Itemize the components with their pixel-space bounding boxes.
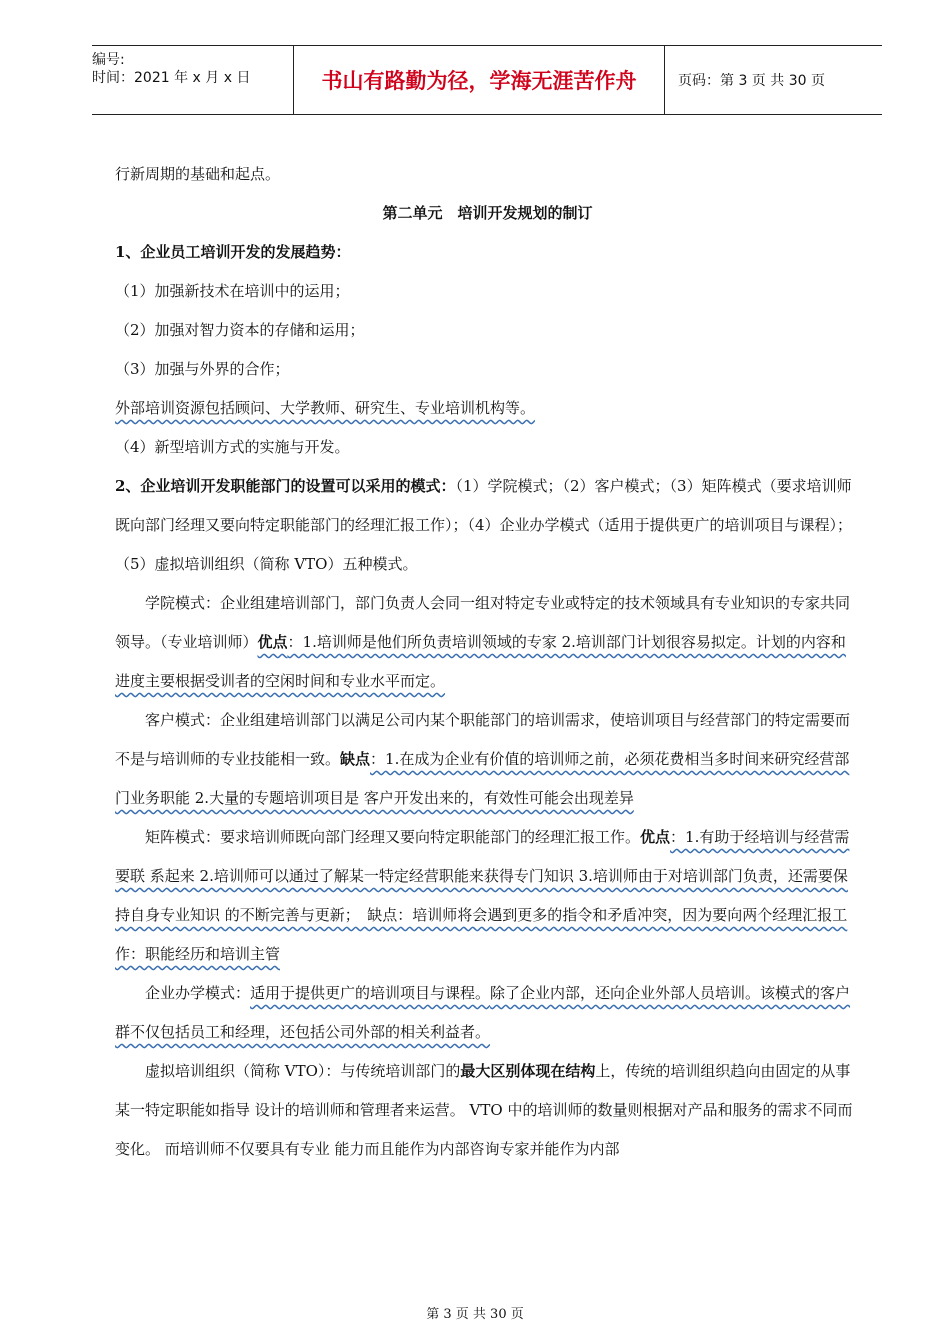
underlined-text: 适用于提供更广的培训项目与课程。 (250, 984, 491, 1002)
page-header (92, 45, 882, 115)
bold-text: 最大区别体现在结构 (460, 1062, 596, 1080)
text: 上，传统的培训组织趋向由固定的从事某一特定职能如指导 设计的培训师和管理者来运营。 VTO 中的培训师的数量则根据对产品和服务的需求不同而变化。 而培训师不仅要具有专业 能力而且能作为内部咨询专家并能作为内部 (115, 1062, 853, 1158)
list-item: （2）加强对智力资本的存储和运用； (115, 321, 365, 339)
underlined-text: 除了企业内部，还向企业外部人员培训。该模式的客户群不仅包括员工和经理，还包括公司外部的相关利益者。 (115, 984, 851, 1041)
label-advantage: 优点 (640, 828, 671, 846)
underlined-text: ：1.在成为企业有价值的培训师之前，必须花费相当多时间来研究经营部门业务职能 2.大量的专题培训项目是 客户开发出来的，有效性可能会出现差异 (115, 750, 850, 807)
section-title: 第二单元 培训开发规划的制订 (382, 204, 593, 222)
header-meta (92, 46, 292, 114)
underlined-text: ：1.有助于经培训与经营需要联 系起来 2.培训师可以通过了解某一特定经营职能来获得专门知识 3.培训师由于对培训部门负责，还需要保持自身专业知识 的不断完善与更新； 缺点：培训师将会遇到更多的指令和矛盾冲突，因为要向两个经理汇报工作：职能经历和培训主管 (115, 828, 850, 963)
number-label: 编号: (92, 52, 125, 68)
text: 学院模式：企业组建培训部门，部门负责人会同一组对特定专业或特定的技术领域具有专业知识的专家共同领导。（专业培训师） (115, 594, 851, 651)
header-page-info: 页码：第 3 页 共 30 页 (678, 73, 825, 89)
paragraph-client (115, 701, 860, 818)
paragraph-matrix (115, 818, 860, 974)
heading-models: 2、企业培训开发职能部门的设置可以采用的模式： (115, 477, 456, 495)
heading-trends: 1、企业员工培训开发的发展趋势： (115, 243, 351, 261)
paragraph-vto (115, 1052, 860, 1169)
models-list: （1）学院模式；（2）客户模式；（3）矩阵模式（要求培训师既向部门经理又要向特定职能部门的经理汇报工作）；（4）企业办学模式（适用于提供更广的培训项目与课程）；（5）虚拟培训组织（简称 VTO）五种模式。 (115, 477, 853, 573)
paragraph-continuation: 行新周期的基础和起点。 (115, 165, 281, 183)
underlined-text: ：1.培训师是他们所负责培训领域的专家 2.培训部门计划很容易拟定。计划的内容和进度主要根据受训者的空闲时间和专业水平而定。 (115, 633, 846, 690)
text: 虚拟培训组织（简称 VTO）：与传统培训部门的 (145, 1062, 461, 1080)
underlined-text: 外部培训资源包括顾问、大学教师、研究生、专业培训机构等。 (115, 399, 536, 417)
paragraph-school (115, 974, 860, 1052)
list-item: （3）加强与外界的合作； (115, 360, 290, 378)
time-label: 时间：2021 年 x 月 x 日 (92, 70, 251, 86)
page-footer: 第 3 页 共 30 页 (426, 1307, 524, 1322)
list-item: （4）新型培训方式的实施与开发。 (115, 438, 350, 456)
text: 矩阵模式：要求培训师既向部门经理又要向特定职能部门的经理汇报工作。 (145, 828, 641, 846)
list-item-note (115, 389, 860, 428)
paragraph-academy (115, 584, 860, 701)
paragraph-models (115, 467, 860, 584)
text: 客户模式：企业组建培训部门以满足公司内某个职能部门的培训需求，使培训项目与经营部门的特定需要而不是与培训师的专业技能相一致。 (115, 711, 851, 768)
header-motto: 书山有路勤为径，学海无涯苦作舟 (293, 46, 665, 114)
document-body (115, 155, 860, 1169)
list-item: （1）加强新技术在培训中的运用； (115, 282, 350, 300)
text: 企业办学模式： (145, 984, 251, 1002)
label-advantage: 优点 (257, 633, 288, 651)
label-disadvantage: 缺点 (340, 750, 371, 768)
